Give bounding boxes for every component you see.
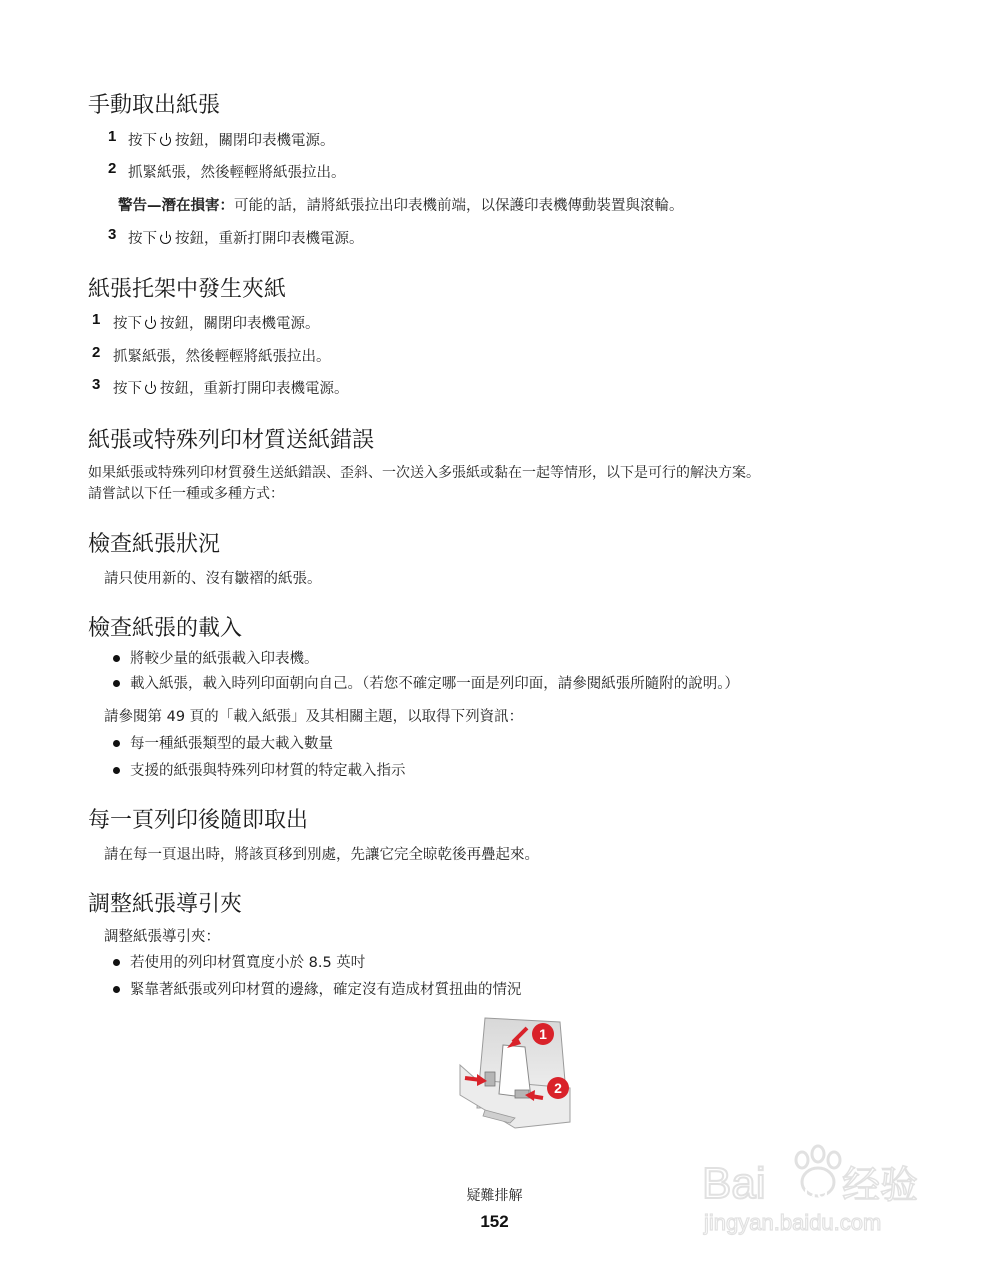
bullet — [113, 986, 120, 993]
callout-1: 1 — [539, 1026, 547, 1042]
paper-guide-illustration — [455, 1010, 575, 1135]
footer-section-title: 疑難排解 — [466, 1188, 523, 1204]
list-item: 若使用的列印材質寬度小於 8.5 英吋 — [130, 955, 366, 971]
watermark-brand: Bai — [702, 1159, 766, 1208]
paragraph: 請只使用新的、沒有皺褶的紙張。 — [104, 571, 322, 587]
power-icon — [160, 134, 172, 146]
list-item: 載入紙張，載入時列印面朝向自己。（若您不確定哪一面是列印面，請參閱紙張所隨附的說明。） — [130, 676, 739, 692]
paragraph: 調整紙張導引夾： — [104, 929, 220, 945]
watermark-brand-du: du — [804, 1178, 829, 1203]
watermark-url: jingyan.baidu.com — [704, 1210, 882, 1235]
heading-paper-loading: 檢查紙張的載入 — [88, 616, 243, 641]
bullet — [113, 740, 120, 747]
bullet — [113, 680, 120, 687]
baidu-watermark-logo — [700, 1130, 940, 1240]
step-number: 2 — [108, 160, 117, 177]
step-number: 1 — [92, 311, 101, 328]
step-text: 按下 按鈕，重新打開印表機電源。 — [113, 381, 349, 397]
step-text: 抓緊紙張，然後輕輕將紙張拉出。 — [113, 349, 331, 365]
step-text: 按下 按鈕，關閉印表機電源。 — [113, 316, 320, 332]
step-text: 抓緊紙張，然後輕輕將紙張拉出。 — [128, 165, 346, 181]
paragraph: 請參閱第 49 頁的「載入紙張」及其相關主題，以取得下列資訊： — [104, 709, 524, 725]
power-icon — [160, 232, 172, 244]
paragraph: 請嘗試以下任一種或多種方式： — [88, 486, 284, 502]
heading-remove-each-page: 每一頁列印後隨即取出 — [88, 808, 309, 833]
step-number: 1 — [108, 128, 117, 145]
step-number: 2 — [92, 344, 101, 361]
warning-note: 警告—潛在損害：可能的話，請將紙張拉出印表機前端，以保護印表機傳動裝置與滾輪。 — [118, 198, 684, 214]
watermark-brand-cn: 经验 — [842, 1163, 919, 1207]
step-number: 3 — [108, 226, 117, 243]
list-item: 緊靠著紙張或列印材質的邊緣，確定沒有造成材質扭曲的情況 — [130, 982, 522, 998]
step-text: 按下 按鈕，關閉印表機電源。 — [128, 133, 335, 149]
list-item: 將較少量的紙張載入印表機。 — [130, 651, 319, 667]
heading-paper-guide: 調整紙張導引夾 — [88, 892, 243, 917]
heading-paper-condition: 檢查紙張狀況 — [88, 532, 221, 557]
bullet — [113, 767, 120, 774]
paragraph: 請在每一頁退出時，將該頁移到別處，先讓它完全晾乾後再疊起來。 — [104, 847, 539, 863]
step-text: 按下 按鈕，重新打開印表機電源。 — [128, 231, 364, 247]
list-item: 每一種紙張類型的最大載入數量 — [130, 736, 333, 752]
heading-misfeed: 紙張或特殊列印材質送紙錯誤 — [88, 428, 375, 453]
bullet — [113, 959, 120, 966]
callout-2: 2 — [554, 1080, 562, 1096]
heading-manual-removal: 手動取出紙張 — [88, 93, 221, 118]
list-item: 支援的紙張與特殊列印材質的特定載入指示 — [130, 763, 406, 779]
paragraph: 如果紙張或特殊列印材質發生送紙錯誤、歪斜、一次送入多張紙或黏在一起等情形，以下是可行的解決方案。 — [88, 465, 760, 481]
bullet — [113, 655, 120, 662]
power-icon — [145, 317, 157, 329]
power-icon — [145, 382, 157, 394]
heading-tray-jam: 紙張托架中發生夾紙 — [88, 277, 287, 302]
page-number: 152 — [480, 1212, 509, 1231]
step-number: 3 — [92, 376, 101, 393]
